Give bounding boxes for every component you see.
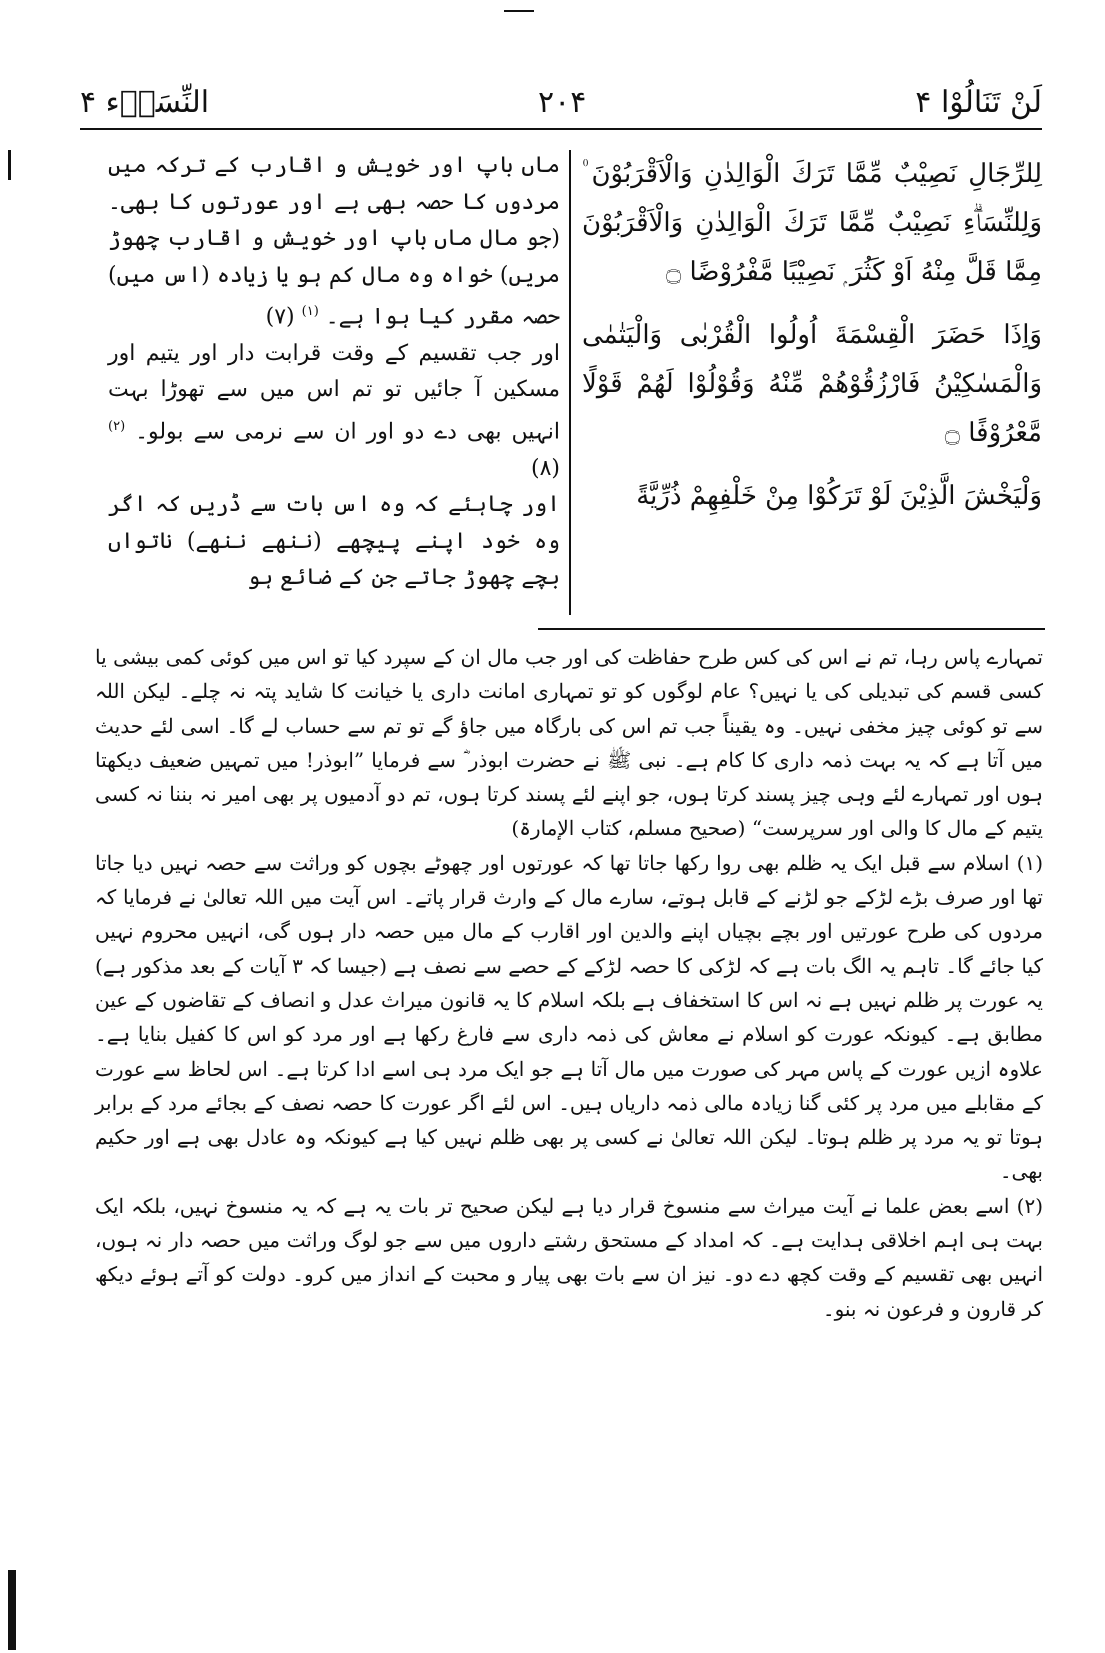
translation-text: ماں باپ اور خویش و اقارب کے ترکہ میں مردوں کا حصہ بھی ہے اور عورتوں کا بھی۔ (جو مال ماں باپ اور خویش و اقارب چھوڑ مریں) خواہ وہ مال کم ہو یا زیادہ (اس میں) حصہ مقرر کیا ہوا ہے۔ bbox=[108, 153, 560, 330]
translation-text: اور جب تقسیم کے وقت قرابت دار اور یتیم اور مسکین آ جائیں تو تم اس میں سے تھوڑا بہت انہیں بھی دے دو اور ان سے نرمی سے بولو۔ bbox=[108, 340, 560, 445]
arabic-verse: وَاِذَا حَضَرَ الْقِسْمَةَ اُولُوا الْقُرْبٰى وَالْيَتٰمٰى وَالْمَسٰكِيْنُ فَارْزُقُوْھُمْ مِّنْهُ وَقُوْلُوْا لَھُمْ قَوْلًا مَّعْرُوْفًا ۝ bbox=[582, 320, 1042, 448]
header-rule bbox=[80, 128, 1042, 130]
footnote-ref: (۱) bbox=[301, 304, 319, 319]
verse-number: (۷) bbox=[265, 304, 295, 330]
footnote-1: (۱) اسلام سے قبل ایک یہ ظلم بھی روا رکھا جاتا تھا کہ عورتوں اور چھوٹے بچوں کو وراثت سے حصہ نہیں دیا جاتا تھا اور صرف بڑے لڑکے جو لڑنے کے قابل ہوتے، سارے مال کے وارث قرار پاتے۔ اس آیت میں اللہ تعالیٰ نے فرمایا کہ مردوں کی طرح عورتیں اور بچے بچیاں اپنے والدین اور اقارب کے مال میں حصہ دار ہوں گی، انہیں محروم نہیں کیا جائے گا۔ تاہم یہ الگ بات ہے کہ لڑکی کا حصہ لڑکے کے حصے سے نصف ہے (جیسا کہ ۳ آیات کے بعد مذکور ہے) یہ عورت پر ظلم نہیں ہے نہ اس کا استخفاف ہے بلکہ اسلام کا یہ قانون میراث عدل و انصاف کے تقاضوں کے عین مطابق ہے۔ کیونکہ عورت کو اسلام نے معاش کی ذمہ داری سے فارغ رکھا ہے اور مرد کو اس کا کفیل بنایا ہے۔ علاوہ ازیں عورت کے پاس مہر کی صورت میں مال آتا ہے جو ایک مرد ہی اسے ادا کرتا ہے۔ اس لحاظ سے عورت کے مقابلے میں مرد پر کئی گنا زیادہ مالی ذمہ داریاں ہیں۔ اس لئے اگر عورت کا حصہ نصف کے بجائے مرد کے برابر ہوتا تو یہ مرد پر ظلم ہوتا۔ لیکن اللہ تعالیٰ نے کسی پر بھی ظلم نہیں کیا ہے کیونکہ وہ عادل بھی ہے اور حکیم بھی۔ bbox=[95, 850, 1044, 1184]
bottom-left-edge-mark bbox=[8, 1570, 16, 1650]
arabic-verse: وَلْيَخْشَ الَّذِيْنَ لَوْ تَرَكُوْا مِنْ خَلْفِھِمْ ذُرِّيَّةً bbox=[636, 481, 1042, 511]
arabic-verses-column bbox=[582, 150, 1042, 535]
arabic-verse: لِلرِّجَالِ نَصِيْبٌ مِّمَّا تَرَكَ الْوَالِدٰنِ وَالْاَقْرَبُوْنَ ۠ وَلِلنِّسَاۗءِ نَصِيْبٌ مِّمَّا تَرَكَ الْوَالِدٰنِ وَالْاَقْرَبُوْنَ مِمَّا قَلَّ مِنْهُ اَوْ كَثُرَ ۭ نَصِيْبًا مَّفْرُوْضًا ۝ bbox=[582, 159, 1042, 287]
translation-paragraph bbox=[108, 148, 560, 336]
page-header bbox=[80, 82, 1042, 122]
translation-paragraph bbox=[108, 336, 560, 487]
footnote-ref: (۲) bbox=[108, 418, 126, 434]
surah-title: النِّسَاۗء ۴ bbox=[80, 84, 210, 120]
footnotes-section bbox=[95, 640, 1043, 1326]
translation-paragraph bbox=[108, 487, 560, 597]
juz-title: لَنْ تَنَالُوْا ۴ bbox=[915, 84, 1042, 120]
footnote-2: (۲) اسے بعض علما نے آیت میراث سے منسوخ قرار دیا ہے لیکن صحیح تر بات یہ ہے کہ یہ منسوخ نہیں، بلکہ ایک بہت ہی اہم اخلاقی ہدایت ہے۔ کہ امداد کے مستحق رشتے داروں میں سے جو لوگ وراثت میں حصہ دار نہ ہوں، انہیں بھی تقسیم کے وقت کچھ دے دو۔ نیز ان سے بات بھی پیار و محبت کے انداز میں کرو۔ دولت کو آتے ہوئے دیکھ کر قارون و فرعون نہ بنو۔ bbox=[95, 1193, 1043, 1321]
translation-text: اور چاہئے کہ وہ اس بات سے ڈریں کہ اگر وہ خود اپنے پیچھے (ننھے ننھے) ناتواں بچے چھوڑ جاتے جن کے ضائع ہو bbox=[108, 492, 560, 591]
translation-column bbox=[108, 148, 560, 597]
column-divider bbox=[569, 150, 571, 615]
footnote-continued: تمہارے پاس رہا، تم نے اس کی کس طرح حفاظت کی اور جب مال ان کے سپرد کیا تو اس میں کوئی کمی بیشی یا کسی قسم کی تبدیلی کی یا نہیں؟ عام لوگوں کو تو تمہاری امانت داری یا خیانت کا شاید پتہ نہ چلے۔ لیکن اللہ سے تو کوئی چیز مخفی نہیں۔ وہ یقیناً جب تم اس کی بارگاہ میں جاؤ گے تو تم سے حساب لے گا۔ اسی لئے حدیث میں آتا ہے کہ یہ بہت ذمہ داری کا کام ہے۔ نبی ﷺ نے حضرت ابوذر ؓ سے فرمایا ”ابوذر! میں تمہیں ضعیف دیکھتا ہوں اور تمہارے لئے وہی چیز پسند کرتا ہوں، جو اپنے لئے پسند کرتا ہوں، تم دو آدمیوں پر بھی امیر نہ بننا نہ کسی یتیم کے مال کا والی اور سرپرست“ (صحیح مسلم، کتاب الإمارۃ) bbox=[95, 645, 1043, 841]
top-center-mark bbox=[504, 10, 534, 12]
page-number: ۲۰۴ bbox=[538, 84, 587, 120]
footnote-rule bbox=[538, 628, 1045, 630]
verse-number: (۸) bbox=[530, 455, 560, 481]
left-edge-mark bbox=[8, 150, 11, 180]
